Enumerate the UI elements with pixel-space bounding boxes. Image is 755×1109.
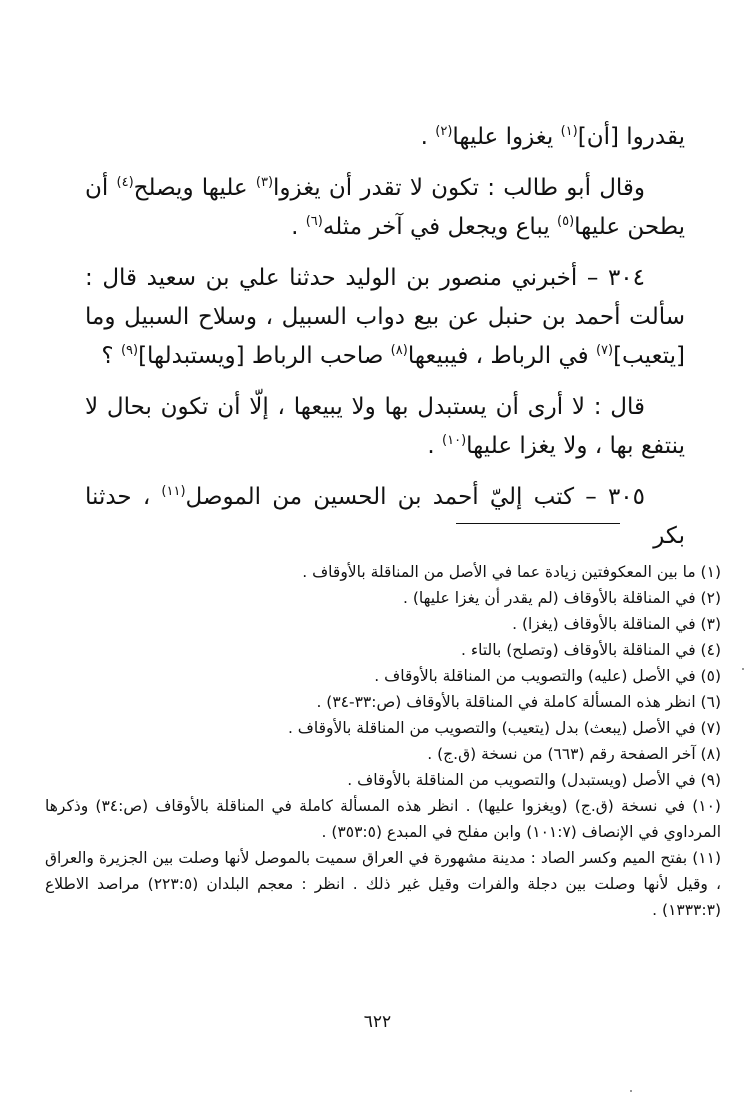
- footnote-ref-10[interactable]: (١٠): [442, 433, 467, 448]
- footnote-7: (٧) في الأصل (يبعث) بدل (يتعيب) والتصويب من المناقلة بالأوقاف .: [287, 719, 721, 737]
- text-run: ، حدثنا بكر: [85, 484, 685, 549]
- footnote-ref-9[interactable]: (٩): [120, 343, 139, 358]
- footnote-ref-2[interactable]: (٢): [435, 124, 453, 139]
- text-run: يقدروا [أن]: [577, 124, 685, 150]
- footnote-ref-11[interactable]: (١١): [161, 484, 186, 499]
- footnote-1: (١) ما بين المعكوفتين زيادة عما في الأصل من المناقلة بالأوقاف .: [302, 563, 721, 581]
- text-run: يباع ويجعل في آخر مثله: [322, 214, 558, 240]
- footnote-ref-5[interactable]: (٥): [557, 214, 575, 229]
- footnote-4: (٤) في المناقلة بالأوقاف (وتصلح) بالتاء .: [461, 641, 721, 659]
- paragraph-3: [85, 259, 685, 376]
- text-run: .: [420, 124, 436, 150]
- text-run: ٣٠٥ – كتب إليّ أحمد بن الحسين من الموصل: [185, 484, 646, 510]
- footnote-ref-8[interactable]: (٨): [390, 343, 408, 358]
- paragraph-4: [85, 388, 685, 466]
- footnote-ref-7[interactable]: (٧): [595, 343, 614, 358]
- text-run: يغزوا عليها: [452, 124, 561, 150]
- text-run: عليها ويصلح: [133, 175, 256, 201]
- footnote-ref-1[interactable]: (١): [560, 124, 578, 139]
- footnote-9: (٩) في الأصل (ويستبدل) والتصويب من المناقلة بالأوقاف .: [347, 771, 721, 789]
- scan-speck: [630, 1090, 632, 1092]
- footnote-8: (٨) آخر الصفحة رقم (٦٦٣) من نسخة (ق.ج) .: [427, 745, 721, 763]
- text-run: صاحب الرباط [ويستبدلها]: [138, 343, 391, 369]
- paragraph-1: [85, 118, 685, 157]
- footnotes: [45, 559, 721, 923]
- text-run: قال : لا أرى أن يستبدل بها ولا يبيعها ، إلّا أن تكون بحال لا ينتفع بها ، ولا يغزا عليها: [85, 394, 685, 459]
- page-number: ٦٢٢: [363, 1012, 392, 1032]
- footnote-2: (٢) في المناقلة بالأوقاف (لم يقدر أن يغزا عليها) .: [402, 589, 721, 607]
- paragraph-5: [85, 478, 685, 556]
- text-run: وقال أبو طالب : تكون لا تقدر أن يغزوا: [273, 175, 646, 201]
- text-run: أن يطحن عليها: [85, 175, 685, 240]
- paragraph-2: [85, 169, 685, 247]
- scan-speck: [742, 668, 744, 670]
- footnote-11: (١١) بفتح الميم وكسر الصاد : مدينة مشهورة في العراق سميت بالموصل لأنها وصلت بين الجزيرة والعراق ، وقيل لأنها وصلت بين دجلة والفرات وقيل غير ذلك . انظر : معجم البلدان (٢٢٣:٥) مراصد الاطلاع (١٣٣٣:٣) .: [45, 849, 721, 919]
- footnote-3: (٣) في المناقلة بالأوقاف (يغزا) .: [512, 615, 721, 633]
- footnote-6: (٦) انظر هذه المسألة كاملة في المناقلة بالأوقاف (ص:٣٣-٣٤) .: [316, 693, 721, 711]
- footnote-divider: [456, 523, 620, 524]
- footnote-ref-6[interactable]: (٦): [305, 214, 323, 229]
- text-run: في الرباط ، فيبيعها: [407, 343, 596, 369]
- main-text: [85, 118, 685, 568]
- text-run: ؟: [101, 343, 121, 369]
- footnote-10: (١٠) في نسخة (ق.ج) (ويغزوا عليها) . انظر هذه المسألة كاملة في المناقلة بالأوقاف (ص:٣٤) وذكرها المرداوي في الإنصاف (١٠١:٧) وابن مفلح في المبدع (٣٥٣:٥) .: [45, 797, 721, 841]
- footnote-ref-4[interactable]: (٤): [116, 175, 134, 190]
- text-run: .: [427, 433, 443, 459]
- footnote-5: (٥) في الأصل (عليه) والتصويب من المناقلة بالأوقاف .: [374, 667, 721, 685]
- text-run: .: [291, 214, 306, 240]
- text-run: ٣٠٤ – أخبرني منصور بن الوليد حدثنا علي بن سعيد قال : سألت أحمد بن حنبل عن بيع دواب السبيل ، وسلاح السبيل وما [يتعيب]: [85, 265, 685, 369]
- footnote-ref-3[interactable]: (٣): [255, 175, 274, 190]
